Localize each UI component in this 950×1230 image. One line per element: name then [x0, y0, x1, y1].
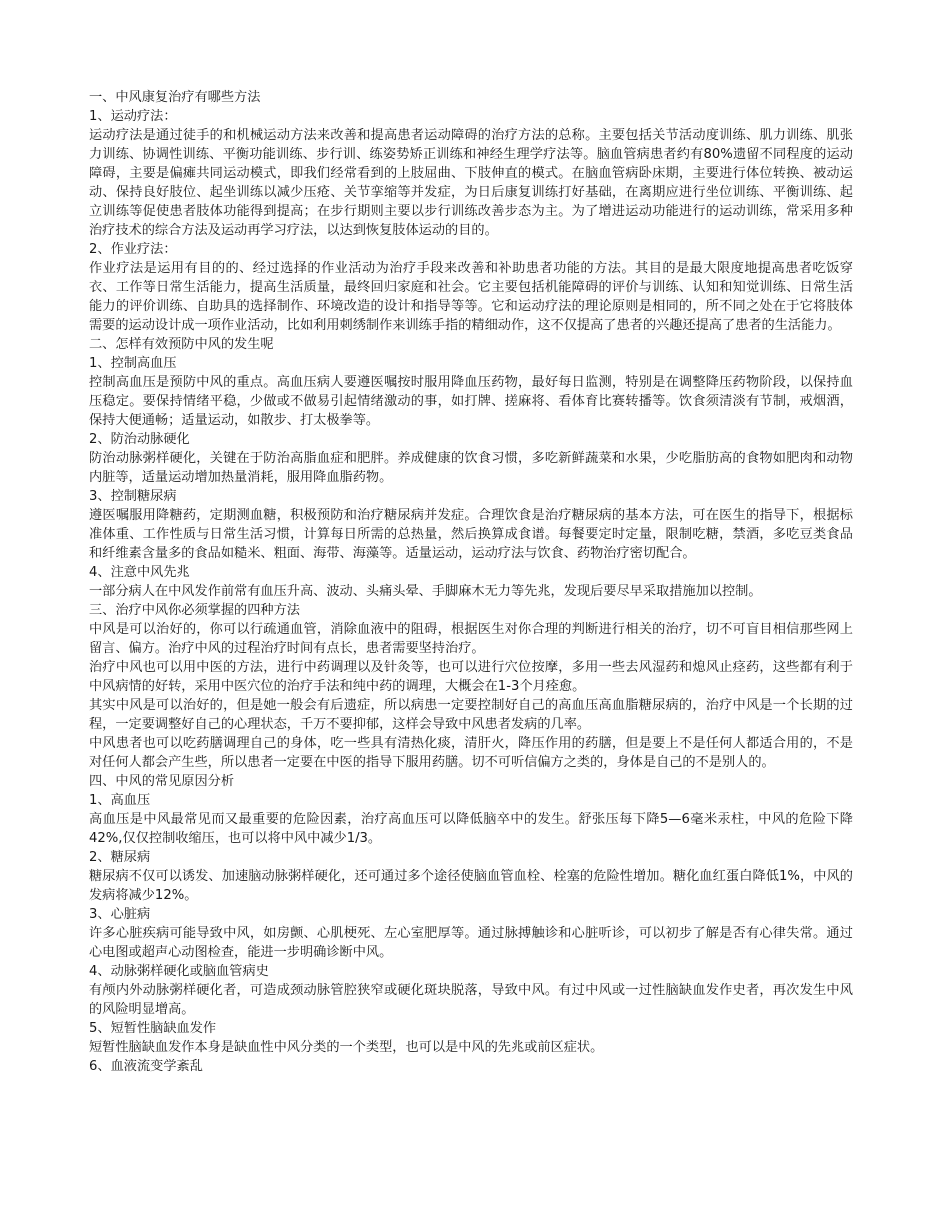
- subheading-cause-atherosclerosis: 4、动脉粥样硬化或脑血管病史: [89, 964, 269, 979]
- subheading-cause-heart-disease: 3、心脏病: [89, 907, 151, 922]
- section-heading-4: 四、中风的常见原因分析: [89, 774, 235, 789]
- subheading-cause-hypertension: 1、高血压: [89, 793, 151, 808]
- subheading-occupational-therapy: 2、作业疗法：: [89, 242, 177, 257]
- paragraph-cause-hypertension: 高血压是中风最常见而又最重要的危险因素，治疗高血压可以降低脑卒中的发生。舒张压每下降5—6毫米汞柱，中风的危险下降42%,仅仅控制收缩压，也可以将中风中减少1/3。: [89, 812, 853, 846]
- paragraph-arteriosclerosis: 防治动脉粥样硬化，关键在于防治高脂血症和肥胖。养成健康的饮食习惯，多吃新鲜蔬菜和水果，少吃脂肪高的食物如肥肉和动物内脏等，适量运动增加热量消耗，服用降血脂药物。: [89, 451, 853, 485]
- paragraph-control-hypertension: 控制高血压是预防中风的重点。高血压病人要遵医嘱按时服用降血压药物，最好每日监测，特别是在调整降压药物阶段，以保持血压稳定。要保持情绪平稳，少做或不做易引起情绪激动的事，如打牌、搓麻将、看体育比赛转播等。饮食须清淡有节制，戒烟酒，保持大便通畅；适量运动，如散步、打太极拳等。: [89, 375, 853, 428]
- paragraph-stroke-warning: 一部分病人在中风发作前常有血压升高、波动、头痛头晕、手脚麻木无力等先兆，发现后要尽早采取措施加以控制。: [89, 584, 762, 599]
- subheading-cause-diabetes: 2、糖尿病: [89, 850, 151, 865]
- section-heading-2: 二、怎样有效预防中风的发生呢: [89, 337, 274, 352]
- section-heading-1: 一、中风康复治疗有哪些方法: [89, 90, 261, 105]
- paragraph-cause-tia: 短暂性脑缺血发作本身是缺血性中风分类的一个类型，也可以是中风的先兆或前区症状。: [89, 1040, 604, 1055]
- subheading-arteriosclerosis: 2、防治动脉硬化: [89, 432, 190, 447]
- subheading-diabetes-control: 3、控制糖尿病: [89, 489, 177, 504]
- document-body: [89, 88, 853, 1076]
- paragraph-occupational-therapy: 作业疗法是运用有目的的、经过选择的作业活动为治疗手段来改善和补助患者功能的方法。其目的是最大限度地提高患者吃饭穿衣、工作等日常生活能力，提高生活质量，最终回归家庭和社会。它主要包括机能障碍的评价与训练、认知和知觉训练、日常生活能力的评价训练、自助具的选择制作、环境改造的设计和指导等等。它和运动疗法的理论原则是相同的，所不同之处在于它将肢体需要的运动设计成一项作业活动，比如利用刺绣制作来训练手指的精细动作，这不仅提高了患者的兴趣还提高了患者的生活能力。: [89, 261, 853, 333]
- subheading-control-hypertension: 1、控制高血压: [89, 356, 177, 371]
- paragraph-treatment-1: 中风是可以治好的，你可以行疏通血管，消除血液中的阻碍，根据医生对你合理的判断进行相关的治疗，切不可盲目相信那些网上留言、偏方。治疗中风的过程治疗时间有点长，患者需要坚持治疗。: [89, 622, 853, 656]
- paragraph-treatment-4: 中风患者也可以吃药膳调理自己的身体，吃一些具有清热化痰，清肝火，降压作用的药膳，但是要上不是任何人都适合用的，不是对任何人都会产生些，所以患者一定要在中医的指导下服用药膳。切不可听信偏方之类的，身体是自己的不是别人的。: [89, 736, 853, 770]
- paragraph-cause-diabetes: 糖尿病不仅可以诱发、加速脑动脉粥样硬化，还可通过多个途径使脑血管血栓、栓塞的危险性增加。糖化血红蛋白降低1%，中风的发病将减少12%。: [89, 869, 853, 903]
- subheading-exercise-therapy: 1、运动疗法：: [89, 109, 177, 124]
- paragraph-exercise-therapy: 运动疗法是通过徒手的和机械运动方法来改善和提高患者运动障碍的治疗方法的总称。主要包括关节活动度训练、肌力训练、肌张力训练、协调性训练、平衡功能训练、步行训、练姿势矫正训练和神经生理学疗法等。脑血管病患者约有80%遗留不同程度的运动障碍，主要是偏瘫共同运动模式，即我们经常看到的上肢屈曲、下肢伸直的模式。在脑血管病卧床期，主要进行体位转换、被动运动、保持良好肢位、起坐训练以减少压疮、关节挛缩等并发症，为日后康复训练打好基础，在离期应进行坐位训练、平衡训练、起立训练等促使患者肢体功能得到提高；在步行期则主要以步行训练改善步态为主。为了增进运动功能进行的运动训练，常采用多种治疗技术的综合方法及运动再学习疗法，以达到恢复肢体运动的目的。: [89, 128, 853, 238]
- paragraph-cause-heart-disease: 许多心脏疾病可能导致中风，如房颤、心肌梗死、左心室肥厚等。通过脉搏触诊和心脏听诊，可以初步了解是否有心律失常。通过心电图或超声心动图检查，能进一步明确诊断中风。: [89, 926, 853, 960]
- subheading-cause-tia: 5、短暂性脑缺血发作: [89, 1021, 217, 1036]
- paragraph-treatment-2: 治疗中风也可以用中医的方法，进行中药调理以及针灸等，也可以进行穴位按摩，多用一些去风湿药和熄风止痉药，这些都有利于中风病情的好转，采用中医穴位的治疗手法和纯中药的调理，大概会在1-3个月痊愈。: [89, 660, 853, 694]
- subheading-cause-hemorheology: 6、血液流变学紊乱: [89, 1059, 203, 1074]
- paragraph-diabetes-control: 遵医嘱服用降糖药，定期测血糖，积极预防和治疗糖尿病并发症。合理饮食是治疗糖尿病的基本方法，可在医生的指导下，根据标准体重、工作性质与日常生活习惯，计算每日所需的总热量，然后换算成食谱。每餐要定时定量，限制吃糖，禁酒，多吃豆类食品和纤维素含量多的食品如糙米、粗面、海带、海藻等。适量运动，运动疗法与饮食、药物治疗密切配合。: [89, 508, 853, 561]
- paragraph-treatment-3: 其实中风是可以治好的，但是她一般会有后遗症，所以病患一定要控制好自己的高血压高血脂糖尿病的，治疗中风是一个长期的过程，一定要调整好自己的心理状态，千万不要抑郁，这样会导致中风患者发病的几率。: [89, 698, 853, 732]
- section-heading-3: 三、治疗中风你必须掌握的四种方法: [89, 603, 300, 618]
- paragraph-cause-atherosclerosis: 有颅内外动脉粥样硬化者，可造成颈动脉管腔狭窄或硬化斑块脱落，导致中风。有过中风或一过性脑缺血发作史者，再次发生中风的风险明显增高。: [89, 983, 853, 1017]
- subheading-stroke-warning: 4、注意中风先兆: [89, 565, 190, 580]
